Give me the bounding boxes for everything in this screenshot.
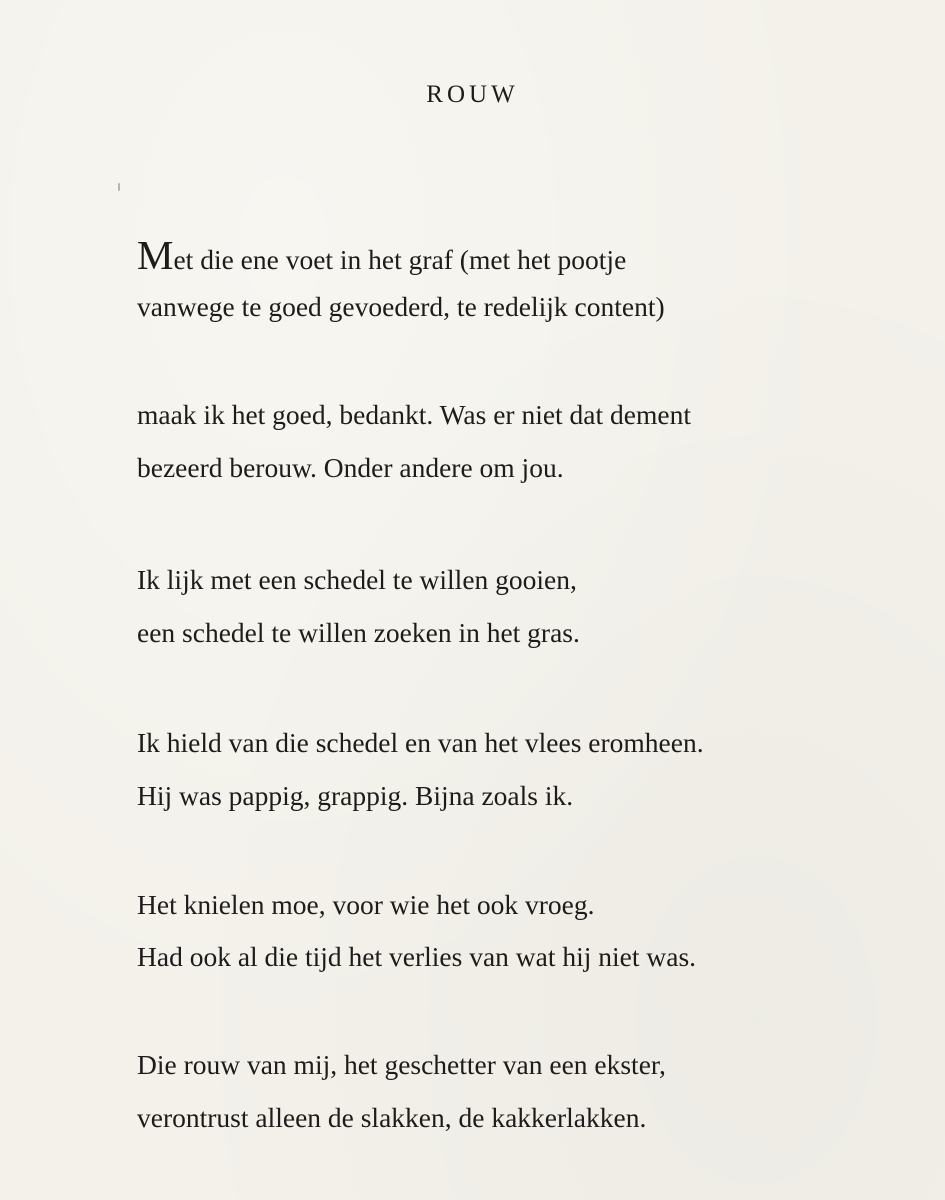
poem-line-3: maak ik het goed, bedankt. Was er niet dat dement xyxy=(137,399,691,430)
poem-line-8: Hij was pappig, grappig. Bijna zoals ik. xyxy=(137,780,574,811)
poem-line-5: Ik lijk met een schedel te willen gooien, xyxy=(137,564,577,595)
drop-cap-initial: M xyxy=(137,232,174,278)
poem-title: ROUW xyxy=(426,81,519,108)
poem-line-9: Het knielen moe, voor wie het ook vroeg. xyxy=(137,889,595,920)
poem-line-6: een schedel te willen zoeken in het gras. xyxy=(137,617,580,648)
poem-line-11: Die rouw van mij, het geschetter van een ekster, xyxy=(137,1049,666,1080)
first-line-text: et die ene voet in het graf (met het pootje xyxy=(173,244,627,275)
paper-speck xyxy=(118,183,120,191)
poem-line-4: bezeerd berouw. Onder andere om jou. xyxy=(137,452,564,483)
poem-line-2: vanwege te goed gevoederd, te redelijk content) xyxy=(137,291,665,322)
poem-line-1 xyxy=(137,232,627,278)
poem-line-12: verontrust alleen de slakken, de kakkerlakken. xyxy=(137,1102,647,1133)
poem-line-7: Ik hield van die schedel en van het vlees eromheen. xyxy=(137,727,704,758)
poem-line-10: Had ook al die tijd het verlies van wat hij niet was. xyxy=(137,941,697,972)
